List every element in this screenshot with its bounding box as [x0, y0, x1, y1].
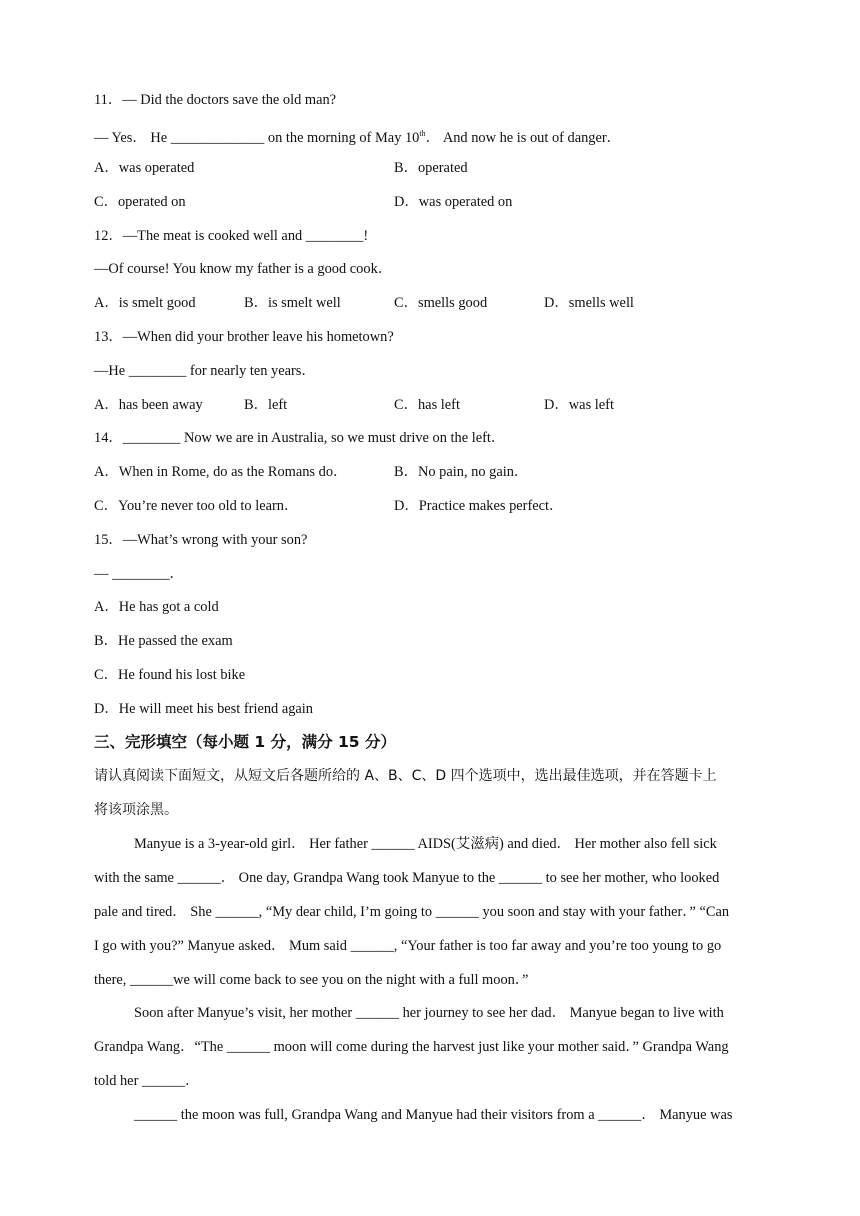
section-3-instruction-line-2: 将该项涂黑。	[94, 802, 178, 818]
passage-line: pale and tired． She ______, “My dear child, I’m going to ______ you soon and stay with your father．” “Can	[94, 904, 730, 920]
q11-answer-after: ． And now he is out of danger．	[425, 130, 622, 146]
q12-reply: —Of course! You know my father is a good cook．	[94, 261, 393, 277]
q12-option-a: A．is smelt good	[94, 295, 196, 311]
q13-reply: —He ________ for nearly ten years．	[94, 363, 316, 379]
passage-line: Soon after Manyue’s visit, her mother ______ her journey to see her dad． Manyue began to live with	[134, 1005, 724, 1021]
q15-option-a: A．He has got a cold	[94, 599, 219, 615]
q14-option-a: A．When in Rome, do as the Romans do．	[94, 464, 348, 480]
q15-prompt: 15．—What’s wrong with your son?	[94, 532, 308, 548]
passage-line: with the same ______． One day, Grandpa Wang took Manyue to the ______ to see her mother, who looked	[94, 870, 720, 886]
q11-answer-before: — Yes． He _____________ on the morning of May 10	[94, 130, 420, 146]
passage-line: told her ______．	[94, 1073, 200, 1089]
q11-answer-line	[94, 124, 766, 148]
q14-option-b: B．No pain, no gain．	[394, 464, 529, 480]
passage-line: I go with you?” Manyue asked． Mum said ______, “Your father is too far away and you’re too young to go	[94, 938, 722, 954]
q11-option-d: D．was operated on	[394, 194, 513, 210]
q11-answer-sup: th	[419, 129, 426, 138]
q11-prompt: 11．— Did the doctors save the old man?	[94, 92, 337, 108]
q13-option-a: A．has been away	[94, 397, 203, 413]
q13-option-b: B．left	[244, 397, 288, 413]
q14-prompt: 14．________ Now we are in Australia, so we must drive on the left．	[94, 430, 506, 446]
q12-prompt: 12．—The meat is cooked well and ________!	[94, 228, 369, 244]
passage-line: there, ______we will come back to see you on the night with a full moon．”	[94, 972, 529, 988]
q11-option-b: B．operated	[394, 160, 468, 176]
q15-option-d: D．He will meet his best friend again	[94, 701, 314, 717]
passage-line: ______ the moon was full, Grandpa Wang and Manyue had their visitors from a ______． Manyue was	[134, 1107, 733, 1123]
q13-prompt: 13．—When did your brother leave his hometown?	[94, 329, 394, 345]
section-3-instruction-line-1: 请认真阅读下面短文，从短文后各题所给的 A、B、C、D 四个选项中，选出最佳选项，并在答题卡上	[94, 768, 717, 784]
q15-option-b: B．He passed the exam	[94, 633, 233, 649]
section-3-title: 三、完形填空（每小题 1 分，满分 15 分）	[94, 733, 396, 751]
passage-line: Grandpa Wang．“The ______ moon will come during the harvest just like your mother said．” Grandpa Wang	[94, 1039, 729, 1055]
q11-option-c: C．operated on	[94, 194, 186, 210]
q15-reply: — ________．	[94, 566, 184, 582]
q15-option-c: C．He found his lost bike	[94, 667, 246, 683]
q12-option-b: B．is smelt well	[244, 295, 341, 311]
passage-line: Manyue is a 3-year-old girl． Her father ______ AIDS(艾滋病) and died． Her mother also fell sick	[134, 836, 717, 852]
q14-option-c: C．You’re never too old to learn．	[94, 498, 299, 514]
q13-option-c: C．has left	[394, 397, 460, 413]
q12-option-c: C．smells good	[394, 295, 488, 311]
q11-option-a: A．was operated	[94, 160, 195, 176]
q14-option-d: D．Practice makes perfect．	[394, 498, 564, 514]
q12-option-d: D．smells well	[544, 295, 634, 311]
q13-option-d: D．was left	[544, 397, 614, 413]
